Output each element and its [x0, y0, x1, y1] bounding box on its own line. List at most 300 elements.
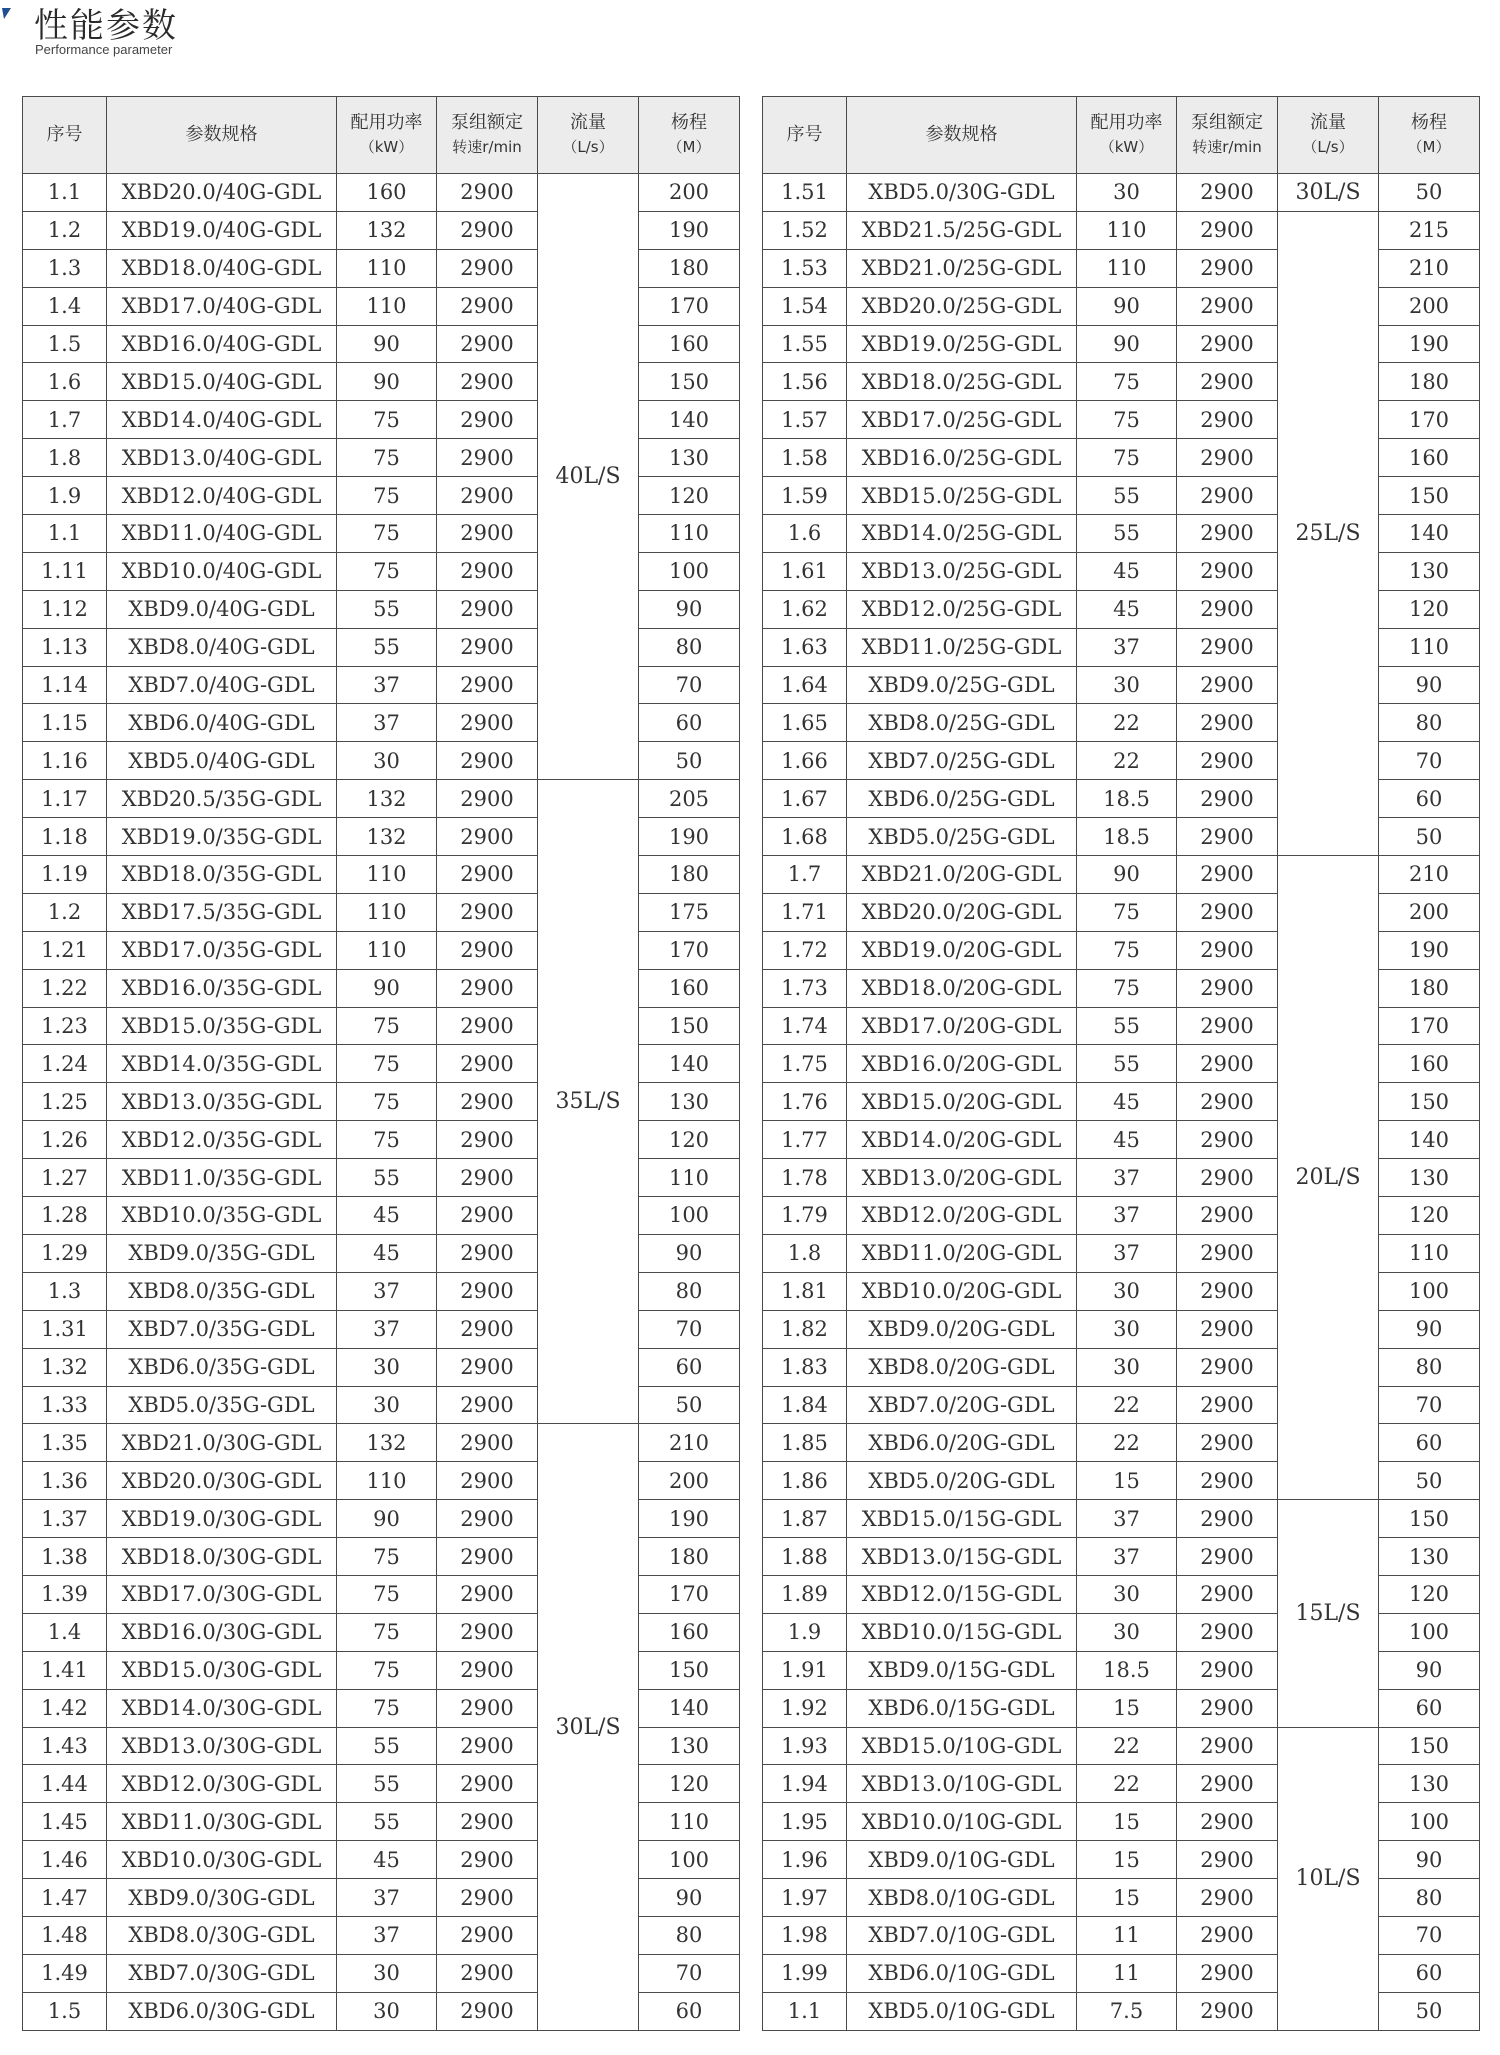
cell-model: XBD12.0/20G-GDL	[847, 1197, 1077, 1235]
cell-speed: 2900	[437, 1651, 538, 1689]
cell-seq: 1.13	[23, 628, 107, 666]
cell-head: 90	[639, 1879, 740, 1917]
cell-seq: 1.76	[763, 1083, 847, 1121]
cell-model: XBD6.0/25G-GDL	[847, 780, 1077, 818]
cell-seq: 1.72	[763, 931, 847, 969]
cell-power: 55	[337, 1803, 437, 1841]
cell-model: XBD19.0/35G-GDL	[107, 818, 337, 856]
cell-seq: 1.41	[23, 1651, 107, 1689]
cell-speed: 2900	[1177, 1310, 1278, 1348]
cell-seq: 1.71	[763, 893, 847, 931]
column-header-flow: 流量 （L/s）	[1278, 97, 1379, 174]
cell-seq: 1.79	[763, 1197, 847, 1235]
cell-flow-group: 15L/S	[1278, 1500, 1379, 1727]
cell-head: 50	[1379, 174, 1480, 212]
cell-head: 180	[639, 1538, 740, 1576]
cell-power: 30	[337, 1348, 437, 1386]
cell-model: XBD9.0/35G-GDL	[107, 1234, 337, 1272]
cell-model: XBD16.0/35G-GDL	[107, 969, 337, 1007]
cell-head: 60	[1379, 1424, 1480, 1462]
cell-model: XBD15.0/35G-GDL	[107, 1007, 337, 1045]
cell-speed: 2900	[1177, 515, 1278, 553]
cell-head: 110	[1379, 628, 1480, 666]
cell-head: 130	[639, 439, 740, 477]
cell-head: 60	[1379, 1954, 1480, 1992]
performance-table-left	[22, 96, 740, 2031]
cell-speed: 2900	[1177, 249, 1278, 287]
cell-speed: 2900	[1177, 363, 1278, 401]
column-header-flow: 流量 （L/s）	[538, 97, 639, 174]
cell-model: XBD11.0/30G-GDL	[107, 1803, 337, 1841]
cell-model: XBD12.0/25G-GDL	[847, 590, 1077, 628]
cell-seq: 1.1	[23, 515, 107, 553]
cell-power: 22	[1077, 704, 1177, 742]
cell-power: 75	[1077, 931, 1177, 969]
cell-speed: 2900	[1177, 780, 1278, 818]
cell-power: 75	[337, 1538, 437, 1576]
cell-head: 150	[639, 1651, 740, 1689]
cell-head: 90	[1379, 666, 1480, 704]
cell-power: 37	[1077, 1500, 1177, 1538]
cell-seq: 1.66	[763, 742, 847, 780]
cell-speed: 2900	[437, 1083, 538, 1121]
cell-model: XBD9.0/20G-GDL	[847, 1310, 1077, 1348]
cell-model: XBD6.0/40G-GDL	[107, 704, 337, 742]
cell-seq: 1.95	[763, 1803, 847, 1841]
cell-power: 15	[1077, 1462, 1177, 1500]
cell-head: 110	[639, 1803, 740, 1841]
cell-flow-group: 40L/S	[538, 174, 639, 780]
cell-model: XBD13.0/20G-GDL	[847, 1159, 1077, 1197]
cell-power: 45	[337, 1234, 437, 1272]
cell-head: 140	[1379, 515, 1480, 553]
cell-power: 37	[337, 1916, 437, 1954]
cell-seq: 1.81	[763, 1272, 847, 1310]
cell-head: 100	[1379, 1803, 1480, 1841]
cell-head: 70	[639, 666, 740, 704]
cell-power: 15	[1077, 1879, 1177, 1917]
cell-power: 11	[1077, 1954, 1177, 1992]
cell-power: 75	[337, 1083, 437, 1121]
cell-head: 100	[639, 1841, 740, 1879]
cell-seq: 1.5	[23, 1992, 107, 2030]
cell-seq: 1.54	[763, 287, 847, 325]
cell-model: XBD20.5/35G-GDL	[107, 780, 337, 818]
cell-power: 75	[337, 1575, 437, 1613]
cell-speed: 2900	[1177, 893, 1278, 931]
cell-model: XBD5.0/35G-GDL	[107, 1386, 337, 1424]
cell-speed: 2900	[1177, 552, 1278, 590]
cell-speed: 2900	[437, 969, 538, 1007]
cell-model: XBD5.0/20G-GDL	[847, 1462, 1077, 1500]
cell-seq: 1.78	[763, 1159, 847, 1197]
cell-power: 30	[1077, 174, 1177, 212]
cell-speed: 2900	[437, 1803, 538, 1841]
cell-model: XBD8.0/40G-GDL	[107, 628, 337, 666]
cell-speed: 2900	[1177, 856, 1278, 894]
cell-head: 215	[1379, 211, 1480, 249]
cell-model: XBD6.0/20G-GDL	[847, 1424, 1077, 1462]
cell-power: 75	[337, 515, 437, 553]
cell-model: XBD8.0/20G-GDL	[847, 1348, 1077, 1386]
cell-model: XBD15.0/10G-GDL	[847, 1727, 1077, 1765]
cell-speed: 2900	[1177, 1803, 1278, 1841]
cell-head: 210	[1379, 856, 1480, 894]
cell-power: 45	[1077, 552, 1177, 590]
cell-model: XBD8.0/30G-GDL	[107, 1916, 337, 1954]
cell-seq: 1.94	[763, 1765, 847, 1803]
cell-seq: 1.96	[763, 1841, 847, 1879]
cell-power: 110	[337, 893, 437, 931]
cell-power: 55	[1077, 1045, 1177, 1083]
cell-speed: 2900	[437, 325, 538, 363]
cell-head: 110	[639, 1159, 740, 1197]
table-row	[23, 174, 740, 212]
cell-speed: 2900	[437, 1159, 538, 1197]
cell-speed: 2900	[437, 1765, 538, 1803]
cell-speed: 2900	[437, 1992, 538, 2030]
cell-model: XBD11.0/35G-GDL	[107, 1159, 337, 1197]
cell-seq: 1.4	[23, 1613, 107, 1651]
cell-seq: 1.2	[23, 211, 107, 249]
cell-model: XBD9.0/30G-GDL	[107, 1879, 337, 1917]
cell-speed: 2900	[437, 628, 538, 666]
cell-model: XBD21.0/20G-GDL	[847, 856, 1077, 894]
cell-seq: 1.19	[23, 856, 107, 894]
cell-seq: 1.82	[763, 1310, 847, 1348]
cell-power: 75	[337, 1045, 437, 1083]
cell-speed: 2900	[1177, 174, 1278, 212]
cell-model: XBD9.0/15G-GDL	[847, 1651, 1077, 1689]
cell-seq: 1.84	[763, 1386, 847, 1424]
cell-seq: 1.21	[23, 931, 107, 969]
cell-model: XBD15.0/20G-GDL	[847, 1083, 1077, 1121]
cell-flow-group: 30L/S	[1278, 174, 1379, 212]
table-row	[763, 1500, 1480, 1538]
cell-seq: 1.32	[23, 1348, 107, 1386]
cell-power: 22	[1077, 1765, 1177, 1803]
cell-power: 75	[1077, 439, 1177, 477]
cell-head: 70	[1379, 742, 1480, 780]
cell-speed: 2900	[437, 1613, 538, 1651]
cell-seq: 1.93	[763, 1727, 847, 1765]
cell-speed: 2900	[1177, 1121, 1278, 1159]
cell-seq: 1.1	[23, 174, 107, 212]
cell-seq: 1.37	[23, 1500, 107, 1538]
cell-power: 55	[337, 590, 437, 628]
cell-seq: 1.77	[763, 1121, 847, 1159]
cell-model: XBD8.0/35G-GDL	[107, 1272, 337, 1310]
cell-power: 75	[337, 439, 437, 477]
cell-seq: 1.42	[23, 1689, 107, 1727]
cell-flow-group: 10L/S	[1278, 1727, 1379, 2030]
cell-seq: 1.92	[763, 1689, 847, 1727]
cell-power: 37	[1077, 628, 1177, 666]
cell-seq: 1.53	[763, 249, 847, 287]
cell-model: XBD9.0/10G-GDL	[847, 1841, 1077, 1879]
cell-head: 170	[1379, 1007, 1480, 1045]
cell-head: 180	[639, 249, 740, 287]
cell-power: 22	[1077, 1727, 1177, 1765]
cell-power: 30	[337, 1992, 437, 2030]
cell-head: 180	[639, 856, 740, 894]
cell-power: 30	[1077, 1310, 1177, 1348]
cell-seq: 1.7	[23, 401, 107, 439]
cell-seq: 1.89	[763, 1575, 847, 1613]
cell-speed: 2900	[1177, 1234, 1278, 1272]
cell-speed: 2900	[437, 893, 538, 931]
cell-power: 75	[337, 1689, 437, 1727]
cell-power: 75	[337, 1121, 437, 1159]
cell-seq: 1.8	[763, 1234, 847, 1272]
cell-head: 140	[639, 1689, 740, 1727]
cell-flow-group: 30L/S	[538, 1424, 639, 2030]
cell-model: XBD15.0/15G-GDL	[847, 1500, 1077, 1538]
cell-power: 90	[1077, 287, 1177, 325]
cell-speed: 2900	[437, 211, 538, 249]
cell-model: XBD18.0/40G-GDL	[107, 249, 337, 287]
cell-head: 60	[1379, 780, 1480, 818]
cell-head: 90	[1379, 1651, 1480, 1689]
cell-head: 70	[639, 1310, 740, 1348]
cell-speed: 2900	[437, 931, 538, 969]
cell-seq: 1.74	[763, 1007, 847, 1045]
cell-model: XBD10.0/35G-GDL	[107, 1197, 337, 1235]
cell-power: 75	[337, 1651, 437, 1689]
column-header-model: 参数规格	[847, 97, 1077, 174]
cell-model: XBD10.0/10G-GDL	[847, 1803, 1077, 1841]
cell-seq: 1.75	[763, 1045, 847, 1083]
cell-speed: 2900	[1177, 1651, 1278, 1689]
cell-power: 75	[337, 1007, 437, 1045]
cell-head: 80	[1379, 704, 1480, 742]
cell-speed: 2900	[1177, 1007, 1278, 1045]
cell-model: XBD12.0/35G-GDL	[107, 1121, 337, 1159]
column-header-model: 参数规格	[107, 97, 337, 174]
column-header-power: 配用功率 （kW）	[1077, 97, 1177, 174]
cell-model: XBD13.0/30G-GDL	[107, 1727, 337, 1765]
page-title: 性能参数	[34, 6, 178, 46]
cell-head: 140	[639, 401, 740, 439]
cell-power: 75	[337, 1613, 437, 1651]
cell-speed: 2900	[1177, 1045, 1278, 1083]
cell-head: 100	[1379, 1613, 1480, 1651]
cell-model: XBD19.0/40G-GDL	[107, 211, 337, 249]
cell-model: XBD7.0/25G-GDL	[847, 742, 1077, 780]
cell-power: 37	[337, 1879, 437, 1917]
cell-seq: 1.27	[23, 1159, 107, 1197]
cell-head: 70	[639, 1954, 740, 1992]
cell-speed: 2900	[1177, 325, 1278, 363]
cell-speed: 2900	[1177, 1348, 1278, 1386]
cell-power: 18.5	[1077, 1651, 1177, 1689]
cell-power: 55	[337, 1727, 437, 1765]
cell-head: 50	[639, 742, 740, 780]
cell-power: 110	[337, 1462, 437, 1500]
cell-flow-group: 25L/S	[1278, 211, 1379, 855]
cell-model: XBD20.0/40G-GDL	[107, 174, 337, 212]
cell-seq: 1.97	[763, 1879, 847, 1917]
cell-seq: 1.61	[763, 552, 847, 590]
cell-speed: 2900	[1177, 818, 1278, 856]
cell-head: 80	[1379, 1348, 1480, 1386]
table-body-left	[23, 174, 740, 2031]
cell-power: 55	[1077, 477, 1177, 515]
cell-seq: 1.46	[23, 1841, 107, 1879]
cell-head: 200	[1379, 287, 1480, 325]
cell-model: XBD16.0/40G-GDL	[107, 325, 337, 363]
cell-power: 75	[1077, 401, 1177, 439]
cell-head: 130	[639, 1727, 740, 1765]
cell-head: 180	[1379, 969, 1480, 1007]
cell-model: XBD15.0/30G-GDL	[107, 1651, 337, 1689]
cell-seq: 1.9	[763, 1613, 847, 1651]
cell-model: XBD18.0/30G-GDL	[107, 1538, 337, 1576]
cell-seq: 1.65	[763, 704, 847, 742]
cell-power: 75	[1077, 893, 1177, 931]
cell-seq: 1.88	[763, 1538, 847, 1576]
cell-head: 160	[1379, 439, 1480, 477]
cell-power: 75	[337, 552, 437, 590]
cell-head: 205	[639, 780, 740, 818]
cell-head: 210	[639, 1424, 740, 1462]
cell-speed: 2900	[1177, 1197, 1278, 1235]
cell-speed: 2900	[1177, 401, 1278, 439]
cell-head: 200	[1379, 893, 1480, 931]
cell-speed: 2900	[1177, 590, 1278, 628]
cell-model: XBD16.0/20G-GDL	[847, 1045, 1077, 1083]
cell-power: 110	[337, 249, 437, 287]
cell-seq: 1.23	[23, 1007, 107, 1045]
cell-seq: 1.48	[23, 1916, 107, 1954]
cell-head: 180	[1379, 363, 1480, 401]
cell-power: 55	[337, 1765, 437, 1803]
cell-speed: 2900	[1177, 742, 1278, 780]
cell-seq: 1.3	[23, 1272, 107, 1310]
cell-seq: 1.31	[23, 1310, 107, 1348]
cell-head: 130	[1379, 552, 1480, 590]
cell-seq: 1.55	[763, 325, 847, 363]
cell-seq: 1.44	[23, 1765, 107, 1803]
cell-seq: 1.3	[23, 249, 107, 287]
cell-power: 45	[1077, 1121, 1177, 1159]
cell-power: 30	[1077, 1575, 1177, 1613]
cell-head: 150	[639, 1007, 740, 1045]
cell-head: 190	[639, 818, 740, 856]
cell-speed: 2900	[437, 1234, 538, 1272]
column-header-seq: 序号	[23, 97, 107, 174]
cell-head: 120	[1379, 1575, 1480, 1613]
cell-seq: 1.39	[23, 1575, 107, 1613]
cell-speed: 2900	[1177, 1272, 1278, 1310]
cell-speed: 2900	[1177, 287, 1278, 325]
cell-power: 160	[337, 174, 437, 212]
cell-head: 120	[639, 1765, 740, 1803]
cell-power: 90	[337, 363, 437, 401]
cell-seq: 1.64	[763, 666, 847, 704]
cell-seq: 1.38	[23, 1538, 107, 1576]
cell-head: 190	[1379, 325, 1480, 363]
cell-seq: 1.49	[23, 1954, 107, 1992]
cell-speed: 2900	[437, 1424, 538, 1462]
cell-speed: 2900	[1177, 666, 1278, 704]
cell-power: 132	[337, 211, 437, 249]
cell-seq: 1.47	[23, 1879, 107, 1917]
cell-power: 30	[337, 742, 437, 780]
cell-speed: 2900	[437, 1575, 538, 1613]
cell-speed: 2900	[1177, 1841, 1278, 1879]
cell-model: XBD7.0/35G-GDL	[107, 1310, 337, 1348]
cell-power: 55	[1077, 515, 1177, 553]
cell-model: XBD12.0/15G-GDL	[847, 1575, 1077, 1613]
cell-power: 37	[1077, 1234, 1177, 1272]
cell-seq: 1.67	[763, 780, 847, 818]
cell-seq: 1.12	[23, 590, 107, 628]
cell-head: 150	[639, 363, 740, 401]
cell-head: 190	[639, 211, 740, 249]
cell-model: XBD5.0/40G-GDL	[107, 742, 337, 780]
cell-speed: 2900	[1177, 1575, 1278, 1613]
cell-speed: 2900	[1177, 1462, 1278, 1500]
cell-seq: 1.56	[763, 363, 847, 401]
cell-power: 90	[337, 969, 437, 1007]
cell-power: 18.5	[1077, 780, 1177, 818]
cell-head: 80	[1379, 1879, 1480, 1917]
cell-head: 100	[1379, 1272, 1480, 1310]
cell-seq: 1.28	[23, 1197, 107, 1235]
cell-power: 30	[1077, 1613, 1177, 1651]
cell-model: XBD12.0/40G-GDL	[107, 477, 337, 515]
cell-speed: 2900	[437, 590, 538, 628]
cell-speed: 2900	[1177, 1689, 1278, 1727]
cell-model: XBD19.0/30G-GDL	[107, 1500, 337, 1538]
cell-seq: 1.73	[763, 969, 847, 1007]
cell-model: XBD5.0/25G-GDL	[847, 818, 1077, 856]
cell-model: XBD16.0/25G-GDL	[847, 439, 1077, 477]
cell-power: 45	[1077, 1083, 1177, 1121]
cell-speed: 2900	[437, 439, 538, 477]
cell-model: XBD10.0/20G-GDL	[847, 1272, 1077, 1310]
table-row	[763, 1727, 1480, 1765]
cell-head: 160	[639, 1613, 740, 1651]
cell-power: 90	[1077, 856, 1177, 894]
cell-model: XBD21.5/25G-GDL	[847, 211, 1077, 249]
cell-power: 37	[337, 1310, 437, 1348]
cell-head: 70	[1379, 1916, 1480, 1954]
cell-model: XBD11.0/40G-GDL	[107, 515, 337, 553]
cell-head: 90	[1379, 1310, 1480, 1348]
cell-speed: 2900	[437, 401, 538, 439]
column-header-head: 杨程 （M）	[639, 97, 740, 174]
table-row	[23, 780, 740, 818]
cell-model: XBD17.0/20G-GDL	[847, 1007, 1077, 1045]
cell-head: 170	[639, 1575, 740, 1613]
cell-model: XBD7.0/20G-GDL	[847, 1386, 1077, 1424]
cell-speed: 2900	[1177, 1538, 1278, 1576]
cell-seq: 1.1	[763, 1992, 847, 2030]
cell-speed: 2900	[437, 1879, 538, 1917]
cell-speed: 2900	[437, 1310, 538, 1348]
cell-speed: 2900	[437, 704, 538, 742]
cell-power: 15	[1077, 1841, 1177, 1879]
cell-head: 210	[1379, 249, 1480, 287]
cell-model: XBD13.0/35G-GDL	[107, 1083, 337, 1121]
cell-seq: 1.6	[763, 515, 847, 553]
cell-model: XBD20.0/30G-GDL	[107, 1462, 337, 1500]
cell-model: XBD5.0/10G-GDL	[847, 1992, 1077, 2030]
cell-seq: 1.68	[763, 818, 847, 856]
cell-model: XBD17.0/35G-GDL	[107, 931, 337, 969]
